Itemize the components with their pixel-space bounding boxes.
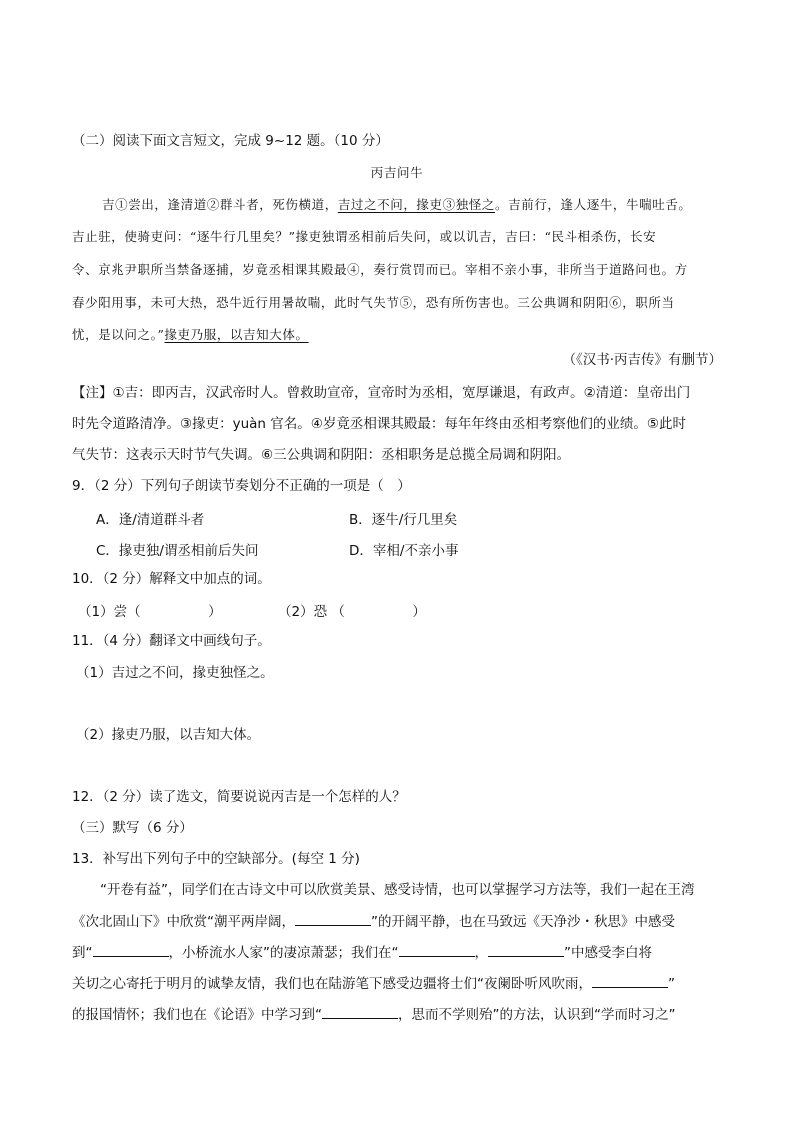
answer-blank-1[interactable] xyxy=(295,912,371,926)
passage-line-3: 令、京兆尹职所当禁备逐捕，岁竟丞相课其殿最④，奏行赏罚而已。宰相不亲小事，非所当于道路问也。方 xyxy=(72,262,688,277)
q13-text: ，思而不学则殆”的方法，认识到“学而时习之” xyxy=(398,1007,676,1023)
q9-option-b: B．逐牛/行几里矣 xyxy=(349,512,458,528)
passage-source: （《汉书·丙吉传》有删节） xyxy=(562,352,722,368)
q10-item-1: （1）尝（ ） xyxy=(78,604,222,620)
passage-line-2: 吉止驻，使骑吏问：“逐牛行几里矣？”掾吏独谓丞相前后失问，或以讥吉，吉曰：“民斗相杀伤，长安 xyxy=(72,229,657,244)
underlined-sentence-2: 掾吏乃服，以吉知大体。 xyxy=(164,327,309,342)
q13-line-4 xyxy=(72,974,722,993)
answer-blank-6[interactable] xyxy=(322,1005,398,1019)
passage-title: 丙吉问牛 xyxy=(370,165,424,180)
question-13: 13．补写出下列句子中的空缺部分。(每空 1 分) xyxy=(72,851,360,867)
q13-text: 的报国情怀；我们也在《论语》中学习到“ xyxy=(72,1007,322,1023)
answer-blank-3[interactable] xyxy=(399,943,475,957)
question-9: 9．（2 分）下列句子朗读节奏划分不正确的一项是（ ） xyxy=(72,478,411,494)
q10-item-2: （2）恐 （ ） xyxy=(278,604,426,620)
section-header: （二）阅读下面文言短文，完成 9~12 题。（10 分） xyxy=(72,133,389,149)
passage-text: 吉①尝出，逢清道②群斗者，死伤横道， xyxy=(102,197,338,212)
note-line-3: 气失节：这表示天时节气失调。⑥三公典调和阴阳：丞相职务是总揽全局调和阴阳。 xyxy=(72,447,571,463)
q13-text: 关切之心寄托于明月的诚挚友情，我们也在陆游笔下感受边疆将士们“夜阑卧听风吹雨， xyxy=(72,976,592,992)
note-line-1: 【注】①吉：即丙吉，汉武帝时人。曾救助宣帝，宣帝时为丞相，宽厚谦退，有政声。②清道：皇帝出门 xyxy=(72,385,691,401)
q13-text: 《次北固山下》中欣赏“潮平两岸阔， xyxy=(72,914,295,930)
answer-blank-2[interactable] xyxy=(93,943,169,957)
q13-line-5 xyxy=(72,1005,722,1024)
q13-text: ”中感受李白将 xyxy=(564,945,652,961)
passage-line-5 xyxy=(72,326,722,344)
section-3-header: （三）默写（6 分） xyxy=(72,820,193,836)
q13-line-3 xyxy=(72,943,722,962)
q11-item-2: （2）掾吏乃服，以吉知大体。 xyxy=(76,727,261,743)
question-11: 11．（4 分）翻译文中画线句子。 xyxy=(72,633,271,649)
q11-item-1: （1）吉过之不问，掾吏独怪之。 xyxy=(76,665,274,681)
passage-line-4: 春少阳用事，未可大热，恐牛近行用暑故喘，此时气失节⑤，恐有所伤害也。三公典调和阴阳⑥，职所当 xyxy=(72,295,675,310)
q13-text: 到“ xyxy=(72,945,93,961)
answer-blank-5[interactable] xyxy=(592,974,668,988)
passage-text: 。吉前行，逢人逐牛，牛喘吐舌。 xyxy=(495,197,692,212)
q13-text: ”的开阔平静，也在马致远《天净沙・秋思》中感受 xyxy=(371,914,675,930)
q13-text: ” xyxy=(668,976,675,992)
underlined-sentence-1: 吉过之不问，掾吏③独怪之 xyxy=(337,197,496,212)
q9-option-a: A．逢/清道群斗者 xyxy=(96,512,205,528)
q13-line-1: “开卷有益”，同学们在古诗文中可以欣赏美景、感受诗情，也可以掌握学习方法等，我们一起在王湾 xyxy=(100,882,695,898)
q13-text: ， xyxy=(474,945,488,961)
q13-line-2 xyxy=(72,912,722,931)
question-12: 12．（2 分）读了选文，简要说说丙吉是一个怎样的人？ xyxy=(72,789,406,805)
q9-option-d: D．宰相/不亲小事 xyxy=(349,543,459,559)
answer-blank-4[interactable] xyxy=(488,943,564,957)
question-10: 10．（2 分）解释文中加点的词。 xyxy=(72,571,271,587)
q13-text: ，小桥流水人家”的凄凉萧瑟；我们在“ xyxy=(168,945,399,961)
passage-text: 忧，是以问之。” xyxy=(72,327,165,342)
passage-line-1 xyxy=(102,196,722,214)
q9-option-c: C．掾吏独/谓丞相前后失问 xyxy=(96,543,259,559)
note-line-2: 时先令道路清净。③掾吏：yuàn 官名。④岁竟丞相课其殿最：每年年终由丞相考察他们的业绩。⑤此时 xyxy=(72,416,686,432)
